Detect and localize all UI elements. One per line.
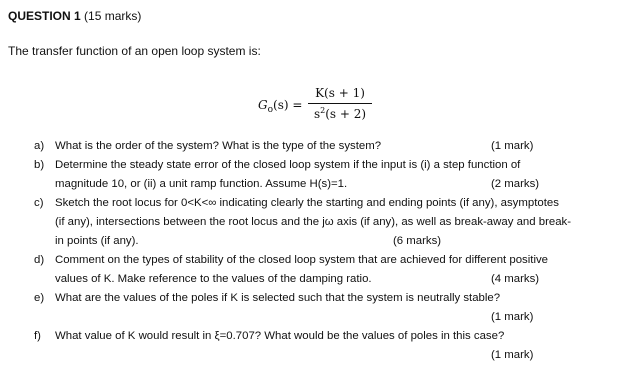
item-e-line-1: What are the values of the poles if K is selected such that the system is neutrally stable? [55,292,501,304]
item-a-line-1: What is the order of the system? What is the type of the system? [55,140,382,152]
item-a-letter: a) [34,140,45,152]
question-marks: (15 marks) [84,9,142,23]
item-f-letter: f) [34,330,41,342]
tf-lhs: $G_o(s)$ = [258,98,303,115]
question-header [8,9,141,23]
item-b-letter: b) [34,159,45,171]
item-c-line-3: in points (if any). [55,235,139,247]
item-c-letter: c) [34,197,44,209]
item-c-line-1: Sketch the root locus for 0<K<∞ indicating clearly the starting and ending points (if any), asymptotes [55,197,559,209]
item-b-line-1: Determine the steady state error of the closed loop system if the input is (i) a step function of [55,159,521,171]
item-d-line-1: Comment on the types of stability of the closed loop system that are achieved for different positive [55,254,549,266]
item-d-marks: (4 marks) [491,273,540,285]
item-f-line-1: What value of K would result in ξ=0.707? What would be the values of poles in this case? [55,330,505,342]
item-c-line-2: (if any), intersections between the root locus and the jω axis (if any), as well as break-away and break- [55,216,572,228]
tf-numerator: K(s + 1) [315,86,365,100]
item-d-line-2: values of K. Make reference to the values of the damping ratio. [55,273,372,285]
item-c-marks: (6 marks) [393,235,442,247]
item-e-marks: (1 mark) [491,311,534,323]
tf-fraction-bar [308,103,372,104]
item-a-marks: (1 mark) [491,140,534,152]
tf-denominator: $s^2(s + 2)$ [313,106,367,121]
item-d-letter: d) [34,254,45,266]
question-label: QUESTION 1 [8,9,81,23]
item-b-marks: (2 marks) [491,178,540,190]
item-f-marks: (1 mark) [491,349,534,361]
item-b-line-2: magnitude 10, or (ii) a unit ramp function. Assume H(s)=1. [55,178,348,190]
item-e-letter: e) [34,292,45,304]
intro-text: The transfer function of an open loop system is: [8,44,261,58]
